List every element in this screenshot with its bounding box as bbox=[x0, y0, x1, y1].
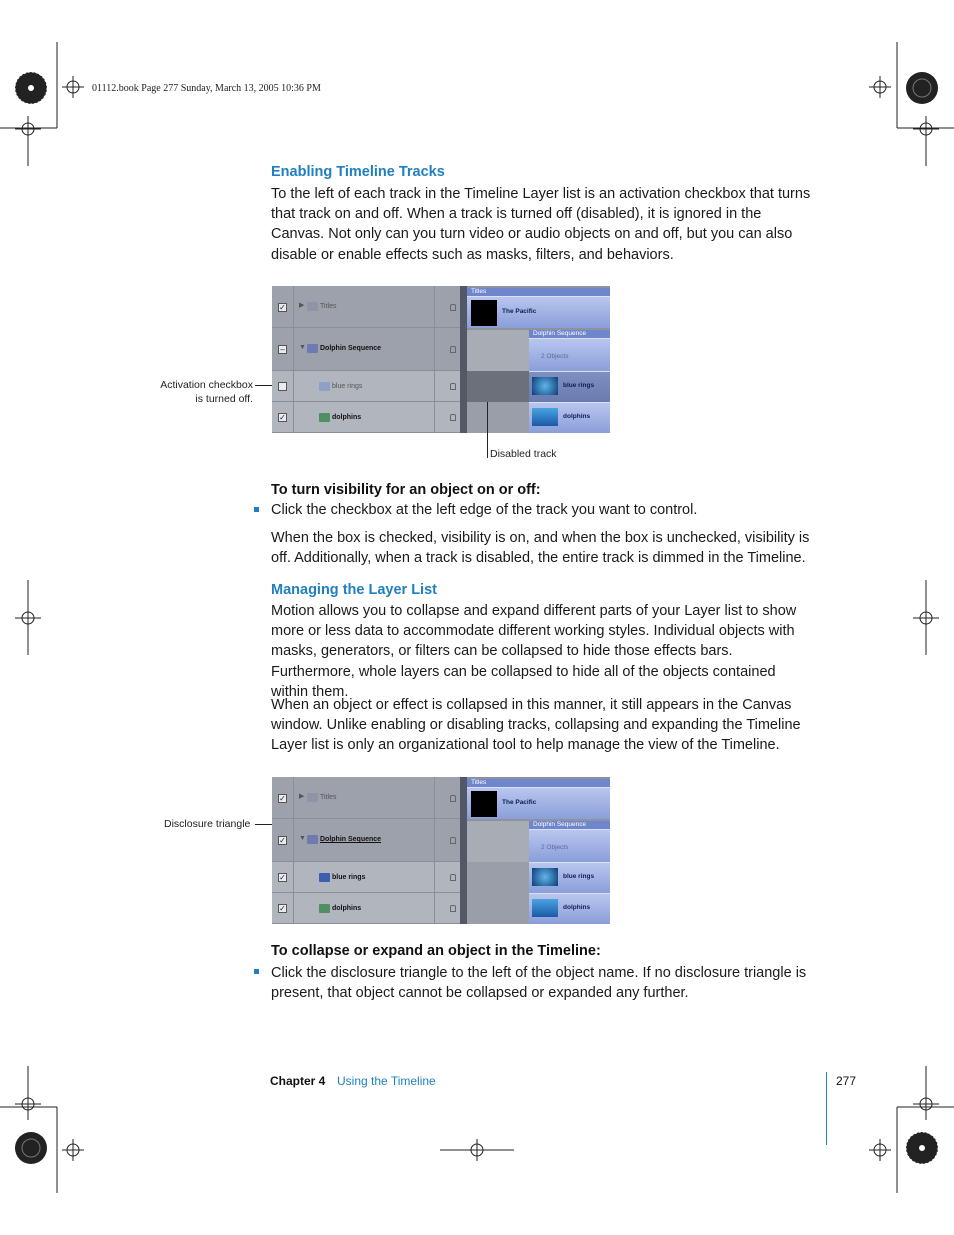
image-layer-icon bbox=[319, 904, 330, 913]
image-layer-icon bbox=[319, 382, 330, 391]
activation-checkbox[interactable]: ✓ bbox=[279, 794, 286, 803]
layer-name: dolphins bbox=[332, 905, 362, 912]
procedure-title-visibility: To turn visibility for an object on or off: bbox=[271, 482, 541, 498]
section-body-layer-list-2: When an object or effect is collapsed in this manner, it still appears in the Canvas window. Unlike enabling or disabling tracks, collapsing and expanding the Timeline Layer list is only an organizational tool to help manage the view of the Timeline. bbox=[271, 697, 801, 754]
print-header: 01112.book Page 277 Sunday, March 13, 2005 10:36 PM bbox=[92, 83, 321, 94]
callout-disabled-track: Disabled track bbox=[490, 448, 557, 460]
lock-icon[interactable] bbox=[450, 346, 456, 353]
empty-track-region bbox=[467, 330, 529, 371]
callout-activation-checkbox bbox=[157, 379, 253, 406]
layer-name: Dolphin Sequence bbox=[320, 836, 382, 843]
layer-row-titles bbox=[272, 286, 460, 328]
layer-list-divider[interactable] bbox=[460, 777, 467, 924]
lock-icon[interactable] bbox=[450, 383, 456, 390]
callout-line-1: Activation checkbox bbox=[160, 379, 253, 391]
titles-bar-label: The Pacific bbox=[502, 799, 537, 806]
timeline-track-area bbox=[467, 286, 610, 433]
procedure-note-visibility: When the box is checked, visibility is on, and when the box is unchecked, visibility is off. Additionally, when a track is disabled, the entire track is dimmed in the Timeline. bbox=[271, 530, 810, 567]
blue-rings-thumbnail bbox=[532, 377, 558, 395]
layer-name: Dolphin Sequence bbox=[320, 345, 382, 352]
layer-group-icon bbox=[307, 344, 318, 353]
layer-row-dolphin-sequence bbox=[272, 328, 460, 371]
layer-name: Titles bbox=[320, 794, 337, 801]
disclosure-triangle-icon[interactable]: ▼ bbox=[299, 835, 306, 842]
callout-line-2: is turned off. bbox=[195, 392, 253, 405]
disclosure-triangle-icon[interactable]: ▼ bbox=[299, 344, 306, 351]
layer-name: Titles bbox=[320, 303, 337, 310]
dolphin-bar-header[interactable]: Dolphin Sequence bbox=[529, 821, 610, 829]
blue-rings-bar-label: blue rings bbox=[563, 873, 595, 880]
lock-icon[interactable] bbox=[450, 905, 456, 912]
layer-row-dolphins bbox=[272, 402, 460, 433]
lock-icon[interactable] bbox=[450, 874, 456, 881]
footer-chapter-title: Using the Timeline bbox=[337, 1074, 436, 1088]
procedure-step-visibility: Click the checkbox at the left edge of the track you want to control. bbox=[271, 502, 698, 518]
footer-chapter: Chapter 4 bbox=[270, 1074, 326, 1088]
blue-rings-bar-label: blue rings bbox=[563, 382, 595, 389]
timeline-track-area bbox=[467, 777, 610, 924]
layer-row-titles bbox=[272, 777, 460, 819]
lock-icon[interactable] bbox=[450, 795, 456, 802]
disclosure-triangle-icon[interactable]: ▶ bbox=[299, 302, 305, 309]
dolphins-bar-label: dolphins bbox=[563, 413, 591, 420]
timeline-figure-1 bbox=[272, 286, 610, 433]
dolphins-thumbnail bbox=[532, 408, 558, 426]
callout-leader-line bbox=[487, 402, 488, 458]
lock-icon[interactable] bbox=[450, 304, 456, 311]
layer-row-blue-rings bbox=[272, 862, 460, 893]
activation-checkbox[interactable]: ✓ bbox=[279, 413, 286, 422]
titles-bar-header[interactable]: Titles bbox=[467, 288, 610, 296]
procedure-step-collapse: Click the disclosure triangle to the left of the object name. If no disclosure triangle is present, that object cannot be collapsed or expanded any further. bbox=[271, 965, 807, 1002]
empty-track-region bbox=[467, 402, 529, 433]
page-number: 277 bbox=[836, 1074, 857, 1088]
layer-list bbox=[272, 286, 460, 433]
procedure-title-collapse: To collapse or expand an object in the Timeline: bbox=[271, 943, 601, 959]
layer-group-icon bbox=[307, 793, 318, 802]
black-thumbnail bbox=[471, 300, 497, 326]
image-layer-icon bbox=[319, 413, 330, 422]
layer-name: dolphins bbox=[332, 414, 362, 421]
activation-checkbox[interactable]: ✓ bbox=[279, 904, 286, 913]
titles-bar-header[interactable]: Titles bbox=[467, 779, 610, 787]
disclosure-triangle-icon[interactable]: ▶ bbox=[299, 793, 305, 800]
section-body-layer-list-1: Motion allows you to collapse and expand different parts of your Layer list to show more or less data to accommodate different working styles. Individual objects with masks, generators, or filters can be collapsed to hide those effects bars. Furthermore, whole layers can be collapsed to hide all of the objects contained within them. bbox=[271, 603, 797, 700]
activation-checkbox[interactable]: ✓ bbox=[279, 303, 286, 312]
layer-row-dolphins bbox=[272, 893, 460, 924]
dolphins-bar-label: dolphins bbox=[563, 904, 591, 911]
callout-disclosure-triangle: Disclosure triangle bbox=[164, 818, 251, 830]
activation-checkbox[interactable]: ✓ bbox=[279, 873, 286, 882]
disabled-track-region bbox=[467, 371, 529, 402]
bullet-icon bbox=[254, 507, 259, 512]
activation-checkbox-off[interactable] bbox=[278, 382, 287, 391]
layer-list-divider[interactable] bbox=[460, 286, 467, 433]
objects-count: 2 Objects bbox=[541, 353, 569, 360]
bullet-icon bbox=[254, 969, 259, 974]
layer-row-blue-rings bbox=[272, 371, 460, 402]
empty-track-region bbox=[467, 862, 529, 893]
titles-bar-label: The Pacific bbox=[502, 308, 537, 315]
layer-name: blue rings bbox=[332, 874, 366, 881]
empty-track-region bbox=[467, 821, 529, 862]
section-heading-enabling-tracks: Enabling Timeline Tracks bbox=[271, 164, 445, 180]
layer-group-icon bbox=[307, 835, 318, 844]
section-heading-layer-list: Managing the Layer List bbox=[271, 582, 437, 598]
timeline-figure-2 bbox=[272, 777, 610, 924]
dolphins-thumbnail bbox=[532, 899, 558, 917]
activation-checkbox[interactable]: ✓ bbox=[279, 836, 286, 845]
activation-checkbox[interactable]: – bbox=[278, 345, 287, 354]
black-thumbnail bbox=[471, 791, 497, 817]
lock-icon[interactable] bbox=[450, 837, 456, 844]
dolphin-bar-header[interactable]: Dolphin Sequence bbox=[529, 330, 610, 338]
layer-row-dolphin-sequence bbox=[272, 819, 460, 862]
footer-divider bbox=[826, 1072, 827, 1145]
lock-icon[interactable] bbox=[450, 414, 456, 421]
layer-list bbox=[272, 777, 460, 924]
image-layer-icon bbox=[319, 873, 330, 882]
objects-count: 2 Objects bbox=[541, 844, 569, 851]
blue-rings-thumbnail bbox=[532, 868, 558, 886]
empty-track-region bbox=[467, 893, 529, 924]
layer-group-icon bbox=[307, 302, 318, 311]
section-body-enabling-tracks: To the left of each track in the Timeline Layer list is an activation checkbox that turns that track on and off. When a track is turned off (disabled), it is ignored in the Canvas. Not only can you turn video or audio objects on and off, but you can also disable or enable effects such as masks, filters, and behaviors. bbox=[271, 186, 811, 263]
layer-name: blue rings bbox=[332, 383, 363, 390]
